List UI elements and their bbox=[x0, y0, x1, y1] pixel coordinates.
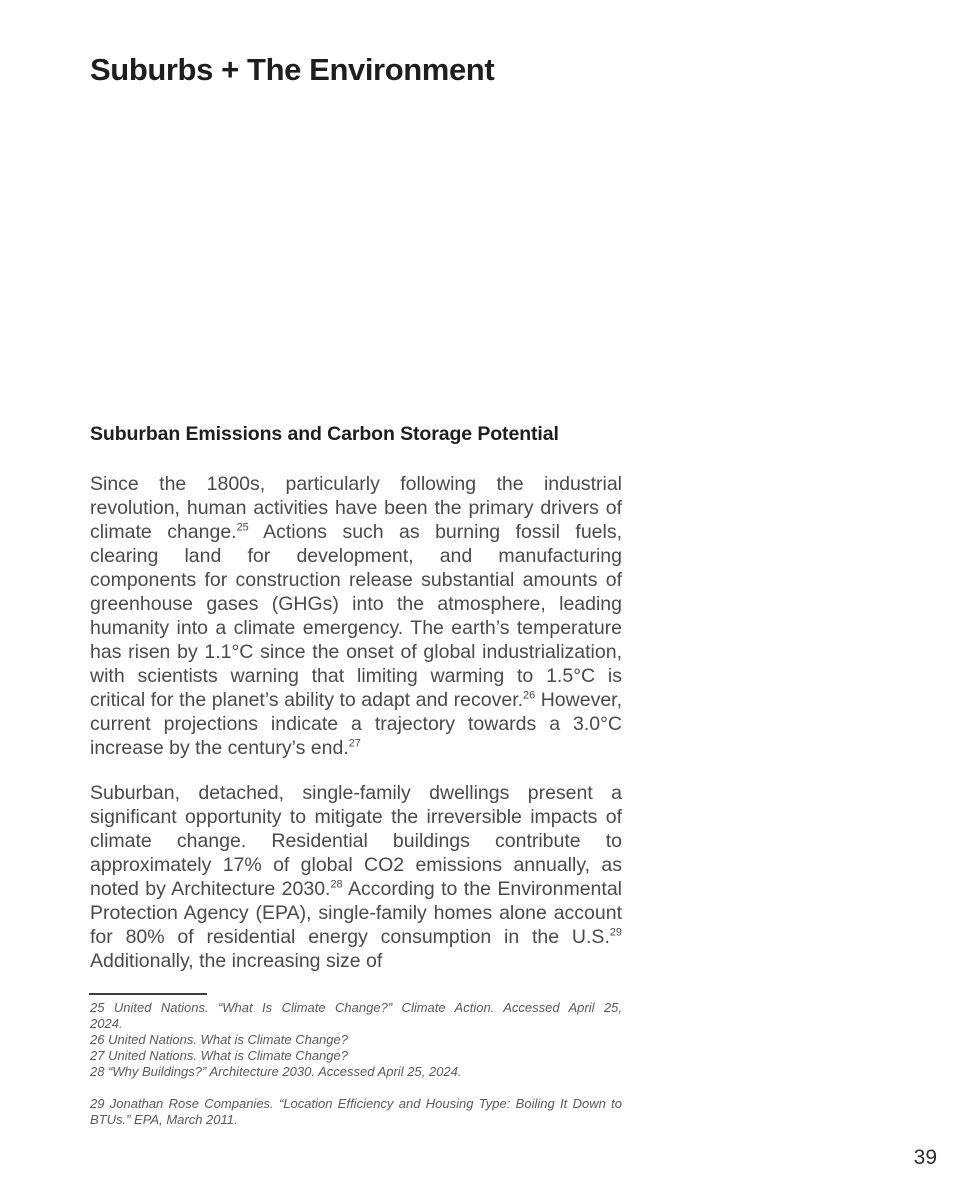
footnote-marker: 25 bbox=[236, 521, 249, 534]
body-paragraph-2: Suburban, detached, single-family dwellings present a significant opportunity to mitigate the irreversible impacts of climate change. Residential buildings contribute to approximately 17% of global CO2 emissions annually, as noted by Architecture 2030.28 According to the Environmental Protection Agency (EPA), single-family homes alone account for 80% of residential energy consumption in the U.S.$^{29}$ Additionally, the increasing size of bbox=[90, 782, 622, 972]
body-paragraph-1: Since the 1800s, particularly following the industrial revolution, human activities have been the primary drivers of climate change.$^{25}$ Actions such as burning fossil fuels, clearing land for development, and manufacturing components for construction release substantial amounts of greenhouse gases (GHGs) into the atmosphere, leading humanity into a climate emergency. The earth’s temperature has risen by 1.1°C since the onset of global industrialization, with scientists warning that limiting warming to 1.5°C is critical for the planet’s ability to adapt and recover.$^{26}$ However, current projections indicate a trajectory towards a 3.0°C increase by the century’s end.$^{27}$ bbox=[90, 473, 623, 759]
footnote-27: 27 United Nations. What is Climate Change? bbox=[90, 1048, 348, 1063]
footnote-marker: 28 bbox=[330, 878, 343, 891]
footnote-marker: 26 bbox=[523, 689, 536, 702]
footnote-marker: 27 bbox=[348, 737, 361, 750]
footnote-marker: 29 bbox=[609, 926, 622, 939]
footnotes-block-primary bbox=[90, 1000, 622, 1080]
footnote-25-line-1: 25 United Nations. “What Is Climate Change?” Climate Action. Accessed April 25, bbox=[90, 1000, 622, 1015]
footnote-29-line-1: 29 Jonathan Rose Companies. “Location Efficiency and Housing Type: Boiling It Down to bbox=[90, 1096, 622, 1111]
footnote-26: 26 United Nations. What is Climate Change? bbox=[90, 1032, 348, 1047]
footnote-28: 28 “Why Buildings?” Architecture 2030. Accessed April 25, 2024. bbox=[90, 1064, 462, 1079]
footnote-separator-line bbox=[89, 993, 207, 995]
page-number: 39 bbox=[913, 1146, 937, 1169]
footnotes-block-secondary bbox=[90, 1096, 622, 1128]
footnote-25-line-2: 2024. bbox=[90, 1016, 123, 1031]
section-heading: Suburban Emissions and Carbon Storage Potential bbox=[90, 423, 559, 445]
page-title: Suburbs + The Environment bbox=[90, 52, 495, 87]
footnote-29-line-2: BTUs.” EPA, March 2011. bbox=[90, 1112, 238, 1127]
